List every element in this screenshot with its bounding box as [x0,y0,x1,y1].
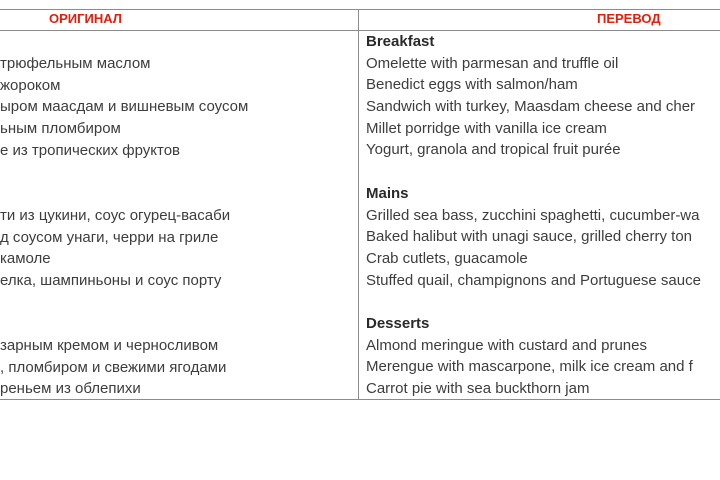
translation-row: Sandwich with turkey, Maasdam cheese and cher [366,98,696,116]
original-column [0,53,356,400]
section-heading: Desserts [366,314,430,332]
original-row: трюфельным маслом [0,55,151,72]
translation-row: Almond meringue with custard and prunes [366,336,647,354]
translation-row: Crab cutlets, guacamole [366,249,528,267]
original-column-header: ОРИГИНАЛ [49,11,122,26]
translation-row [366,161,720,183]
translation-row: Stuffed quail, champignons and Portuguese sauce [366,271,701,289]
original-row: зарным кремом и черносливом [0,336,219,354]
translation-row [366,291,720,313]
translation-row: Benedict eggs with salmon/ham [366,76,578,94]
section-heading: Mains [366,184,409,202]
original-row: камоле [0,250,51,268]
original-row: д соусом унаги, черри на гриле [0,228,219,246]
translation-row: Merengue with mascarpone, milk ice cream and f [366,358,693,376]
original-row: жороком [0,76,61,94]
translation-row: Yogurt, granola and tropical fruit purée [366,141,621,159]
translation-column [366,31,720,400]
original-row [0,161,356,183]
original-row: ьным пломбиром [0,120,121,138]
original-row: е из тропических фруктов [0,141,181,159]
translation-column-header: ПЕРЕВОД [597,11,661,26]
original-row [0,292,356,314]
section-heading: Breakfast [366,33,435,50]
original-row: ыром маасдам и вишневым соусом [0,98,249,116]
translation-row: Grilled sea bass, zucchini spaghetti, cucumber-wa [366,206,700,224]
original-row: реньем из облепихи [0,380,141,398]
original-row: ти из цукини, соус огурец-васаби [0,206,231,224]
translation-row: Baked halibut with unagi sauce, grilled cherry ton [366,228,693,246]
original-row [0,183,356,205]
translation-row: Omelette with parmesan and truffle oil [366,54,619,72]
translation-row: Carrot pie with sea buckthorn jam [366,380,590,397]
original-row: елка, шампиньоны и соус порту [0,271,222,289]
original-row: , пломбиром и свежими ягодами [0,358,227,376]
original-row [0,313,356,335]
column-divider [358,9,359,400]
translation-row: Millet porridge with vanilla ice cream [366,119,607,137]
